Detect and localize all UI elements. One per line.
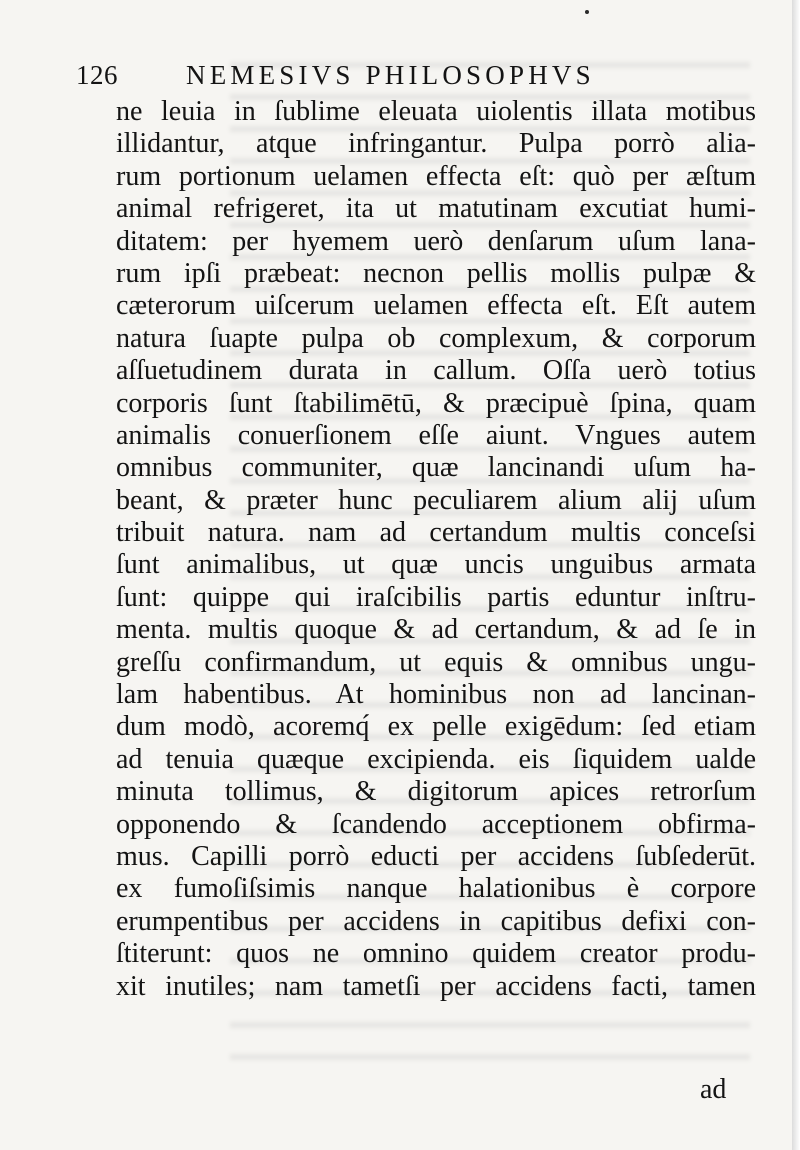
text-line: animal refrigeret, ita ut matutinam excutiat humi- — [116, 193, 756, 225]
page-number: 126 — [76, 60, 118, 90]
text-line: rum ipſi præbeat: necnon pellis mollis pulpæ & — [116, 257, 756, 289]
text-line: ſunt animalibus, ut quæ uncis unguibus armata — [116, 549, 756, 581]
body-text — [116, 96, 756, 1003]
text-line: erumpentibus per accidens in capitibus defixi con- — [116, 905, 756, 937]
text-line: ditatem: per hyemem uerò denſarum uſum lana- — [116, 225, 756, 257]
text-line: greſſu confirmandum, ut equis & omnibus ungu- — [116, 646, 756, 678]
text-line: natura ſuapte pulpa ob complexum, & corporum — [116, 322, 756, 354]
text-line: tribuit natura. nam ad certandum multis conceſsi — [116, 517, 756, 549]
page-edge — [792, 0, 800, 1150]
text-line: cæterorum uiſcerum uelamen effecta eſt. Eſt autem — [116, 290, 756, 322]
text-line: rum portionum uelamen effecta eſt: quò per æſtum — [116, 160, 756, 192]
text-line: animalis conuerſionem eſſe aiunt. Vngues autem — [116, 419, 756, 451]
ink-speck — [585, 10, 589, 14]
text-line: ne leuia in ſublime eleuata uiolentis illata motibus — [116, 96, 756, 127]
text-line: mus. Capilli porrò educti per accidens ſubſederūt. — [116, 840, 756, 872]
text-line: corporis ſunt ſtabilimētū, & præcipuè ſpina, quam — [116, 387, 756, 419]
text-line: dum modò, acoremq́ ex pelle exigēdum: ſed etiam — [116, 711, 756, 743]
text-line: ex fumoſiſsimis nanque halationibus è corpore — [116, 873, 756, 905]
text-line: menta. multis quoque & ad certandum, & ad ſe in — [116, 614, 756, 646]
text-line: beant, & præter hunc peculiarem alium alij uſum — [116, 484, 756, 516]
text-line: ad tenuia quæque excipienda. eis ſiquidem ualde — [116, 743, 756, 775]
page-header — [76, 56, 696, 92]
text-line: ſtiterunt: quos ne omnino quidem creator produ- — [116, 938, 756, 970]
text-line: xit inutiles; nam tametſi per accidens facti, tamen — [116, 970, 756, 1002]
text-line: omnibus communiter, quæ lancinandi uſum ha- — [116, 452, 756, 484]
text-line: illidantur, atque infringantur. Pulpa porrò alia- — [116, 128, 756, 160]
text-line: opponendo & ſcandendo acceptionem obfirma- — [116, 808, 756, 840]
text-line: minuta tollimus, & digitorum apices retrorſum — [116, 776, 756, 808]
text-line: lam habentibus. At hominibus non ad lancinan- — [116, 679, 756, 711]
catchword: ad — [700, 1074, 727, 1105]
running-head: NEMESIVS PHILOSOPHVS — [186, 60, 595, 90]
text-line: aſſuetudinem durata in callum. Oſſa uerò totius — [116, 355, 756, 387]
text-line: ſunt: quippe qui iraſcibilis partis eduntur inſtru- — [116, 581, 756, 613]
